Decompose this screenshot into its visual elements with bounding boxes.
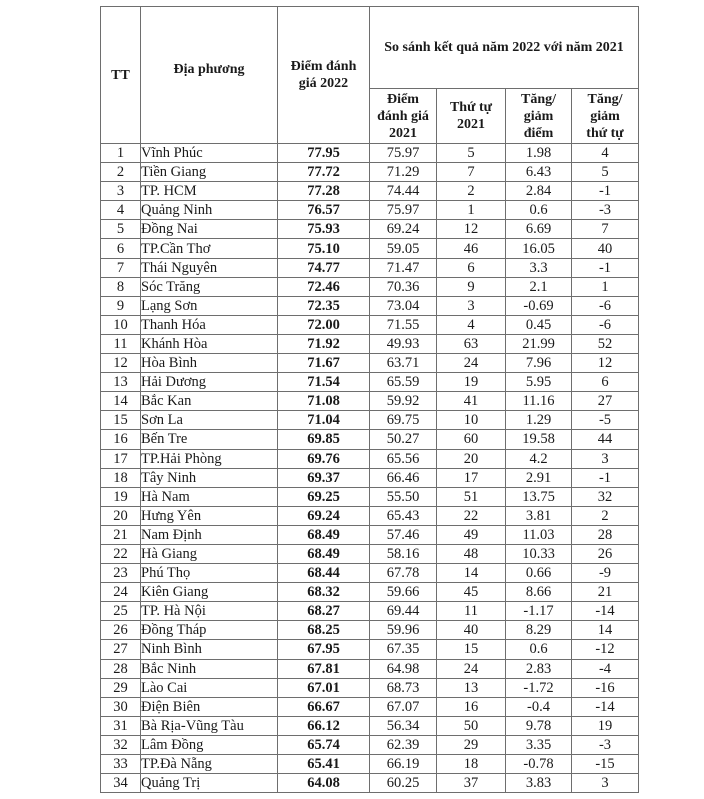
cell-score-2021: 67.07: [370, 697, 437, 716]
cell-locality: Vĩnh Phúc: [141, 144, 278, 163]
cell-score-change: 19.58: [506, 430, 572, 449]
cell-rank-change: 28: [572, 525, 639, 544]
cell-locality: Sóc Trăng: [141, 277, 278, 296]
cell-rank-2021: 11: [437, 602, 506, 621]
cell-score-2022: 68.49: [278, 544, 370, 563]
table-row: [101, 506, 639, 525]
cell-score-change: 2.83: [506, 659, 572, 678]
table-row: [101, 468, 639, 487]
header-score-change-line-2: giảm: [523, 108, 554, 124]
cell-rank-2021: 9: [437, 277, 506, 296]
table-row: [101, 525, 639, 544]
cell-rank-change: -9: [572, 564, 639, 583]
table-row: [101, 621, 639, 640]
cell-tt: 14: [101, 392, 141, 411]
cell-locality: Tây Ninh: [141, 468, 278, 487]
header-rank-2021-line-2: 2021: [457, 117, 485, 132]
cell-tt: 20: [101, 506, 141, 525]
cell-score-2022: 71.67: [278, 354, 370, 373]
cell-rank-change: -6: [572, 296, 639, 315]
cell-locality: Bà Rịa-Vũng Tàu: [141, 716, 278, 735]
cell-rank-2021: 15: [437, 640, 506, 659]
header-score-2021-line-2: đánh giá: [377, 108, 429, 124]
cell-score-2021: 49.93: [370, 334, 437, 353]
cell-rank-change: 14: [572, 621, 639, 640]
cell-tt: 1: [101, 144, 141, 163]
cell-score-2021: 57.46: [370, 525, 437, 544]
table-row: [101, 277, 639, 296]
cell-tt: 7: [101, 258, 141, 277]
header-score-2022-line-2: giá 2022: [298, 76, 349, 91]
cell-score-2022: 68.32: [278, 583, 370, 602]
table-row: [101, 564, 639, 583]
cell-rank-change: 3: [572, 774, 639, 793]
cell-score-change: 3.83: [506, 774, 572, 793]
header-rank-2021: [437, 89, 506, 144]
cell-locality: Sơn La: [141, 411, 278, 430]
cell-rank-change: -5: [572, 411, 639, 430]
cell-tt: 18: [101, 468, 141, 487]
cell-score-2022: 68.49: [278, 525, 370, 544]
cell-score-2022: 69.76: [278, 449, 370, 468]
cell-rank-2021: 20: [437, 449, 506, 468]
cell-score-change: 6.43: [506, 163, 572, 182]
cell-score-2021: 69.44: [370, 602, 437, 621]
cell-rank-change: -3: [572, 735, 639, 754]
cell-rank-change: -16: [572, 678, 639, 697]
cell-rank-change: 27: [572, 392, 639, 411]
cell-rank-change: -14: [572, 697, 639, 716]
cell-score-change: 3.35: [506, 735, 572, 754]
table-row: [101, 602, 639, 621]
cell-score-2021: 65.43: [370, 506, 437, 525]
cell-locality: Thanh Hóa: [141, 315, 278, 334]
cell-score-2022: 68.44: [278, 564, 370, 583]
cell-rank-2021: 50: [437, 716, 506, 735]
cell-score-2021: 58.16: [370, 544, 437, 563]
table-row: [101, 640, 639, 659]
cell-score-change: -0.4: [506, 697, 572, 716]
cell-rank-change: -15: [572, 755, 639, 774]
cell-rank-change: 19: [572, 716, 639, 735]
cell-locality: Nam Định: [141, 525, 278, 544]
table-row: [101, 755, 639, 774]
cell-rank-2021: 45: [437, 583, 506, 602]
cell-score-change: 11.16: [506, 392, 572, 411]
cell-rank-2021: 60: [437, 430, 506, 449]
cell-score-2021: 63.71: [370, 354, 437, 373]
table-body: [101, 144, 639, 793]
cell-score-change: 2.1: [506, 277, 572, 296]
header-score-change-line-3: điểm: [523, 125, 554, 141]
cell-score-change: 3.81: [506, 506, 572, 525]
cell-locality: Ninh Bình: [141, 640, 278, 659]
cell-score-2022: 67.01: [278, 678, 370, 697]
cell-score-2022: 76.57: [278, 201, 370, 220]
header-locality: Địa phương: [141, 7, 278, 144]
cell-score-2022: 72.00: [278, 315, 370, 334]
cell-locality: Bến Tre: [141, 430, 278, 449]
cell-score-2022: 65.41: [278, 755, 370, 774]
cell-score-2021: 66.46: [370, 468, 437, 487]
cell-rank-change: -1: [572, 468, 639, 487]
cell-rank-change: 5: [572, 163, 639, 182]
cell-locality: Thái Nguyên: [141, 258, 278, 277]
cell-tt: 32: [101, 735, 141, 754]
cell-score-2022: 66.12: [278, 716, 370, 735]
cell-locality: Hải Dương: [141, 373, 278, 392]
cell-rank-2021: 40: [437, 621, 506, 640]
cell-score-2022: 64.08: [278, 774, 370, 793]
cell-score-change: 0.66: [506, 564, 572, 583]
cell-rank-2021: 41: [437, 392, 506, 411]
cell-score-change: 10.33: [506, 544, 572, 563]
header-rank-change: [572, 89, 639, 144]
table-row: [101, 220, 639, 239]
cell-score-change: -0.69: [506, 296, 572, 315]
cell-locality: TP.Hải Phòng: [141, 449, 278, 468]
cell-locality: Hòa Bình: [141, 354, 278, 373]
cell-score-change: 3.3: [506, 258, 572, 277]
cell-rank-change: 3: [572, 449, 639, 468]
cell-score-2021: 59.66: [370, 583, 437, 602]
cell-score-2022: 68.27: [278, 602, 370, 621]
cell-rank-change: 12: [572, 354, 639, 373]
cell-score-2021: 68.73: [370, 678, 437, 697]
cell-score-change: 0.6: [506, 640, 572, 659]
cell-tt: 16: [101, 430, 141, 449]
cell-locality: Phú Thọ: [141, 564, 278, 583]
cell-rank-2021: 5: [437, 144, 506, 163]
cell-rank-2021: 29: [437, 735, 506, 754]
cell-score-change: -1.17: [506, 602, 572, 621]
cell-score-2021: 71.29: [370, 163, 437, 182]
cell-rank-change: -12: [572, 640, 639, 659]
cell-score-2021: 75.97: [370, 144, 437, 163]
header-score-change-line-1: Tăng/: [520, 91, 556, 107]
cell-score-change: 1.98: [506, 144, 572, 163]
cell-tt: 19: [101, 487, 141, 506]
cell-rank-change: 32: [572, 487, 639, 506]
cell-locality: Bắc Ninh: [141, 659, 278, 678]
cell-locality: Hưng Yên: [141, 506, 278, 525]
cell-rank-2021: 24: [437, 354, 506, 373]
cell-tt: 8: [101, 277, 141, 296]
cell-locality: Lạng Sơn: [141, 296, 278, 315]
cell-score-2022: 67.95: [278, 640, 370, 659]
table-row: [101, 296, 639, 315]
table-row: [101, 315, 639, 334]
cell-rank-2021: 4: [437, 315, 506, 334]
cell-score-2022: 75.93: [278, 220, 370, 239]
cell-tt: 27: [101, 640, 141, 659]
cell-score-2022: 77.72: [278, 163, 370, 182]
cell-rank-2021: 24: [437, 659, 506, 678]
cell-score-2022: 67.81: [278, 659, 370, 678]
cell-rank-2021: 63: [437, 334, 506, 353]
cell-score-change: 8.29: [506, 621, 572, 640]
cell-locality: TP. Hà Nội: [141, 602, 278, 621]
cell-rank-2021: 51: [437, 487, 506, 506]
cell-tt: 5: [101, 220, 141, 239]
table-header: [101, 7, 639, 144]
cell-locality: Kiên Giang: [141, 583, 278, 602]
table-row: [101, 774, 639, 793]
header-score-2021: [370, 89, 437, 144]
cell-rank-2021: 10: [437, 411, 506, 430]
table-row: [101, 354, 639, 373]
table-row: [101, 239, 639, 258]
cell-rank-2021: 19: [437, 373, 506, 392]
ranking-table: [100, 6, 639, 793]
cell-locality: TP. HCM: [141, 182, 278, 201]
cell-score-2021: 71.55: [370, 315, 437, 334]
cell-tt: 25: [101, 602, 141, 621]
cell-score-2021: 67.78: [370, 564, 437, 583]
table-row: [101, 735, 639, 754]
cell-score-change: 1.29: [506, 411, 572, 430]
cell-tt: 23: [101, 564, 141, 583]
cell-tt: 34: [101, 774, 141, 793]
table-row: [101, 392, 639, 411]
table-row: [101, 201, 639, 220]
table-row: [101, 487, 639, 506]
cell-score-2021: 59.92: [370, 392, 437, 411]
cell-score-change: -1.72: [506, 678, 572, 697]
cell-rank-change: -1: [572, 258, 639, 277]
cell-score-2022: 72.46: [278, 277, 370, 296]
table-row: [101, 583, 639, 602]
cell-locality: Lâm Đồng: [141, 735, 278, 754]
cell-tt: 26: [101, 621, 141, 640]
cell-score-change: 0.45: [506, 315, 572, 334]
cell-score-2022: 66.67: [278, 697, 370, 716]
cell-score-change: 0.6: [506, 201, 572, 220]
cell-score-2021: 65.59: [370, 373, 437, 392]
cell-score-change: 6.69: [506, 220, 572, 239]
cell-locality: Quảng Trị: [141, 774, 278, 793]
cell-tt: 31: [101, 716, 141, 735]
cell-rank-2021: 3: [437, 296, 506, 315]
header-score-2021-line-3: 2021: [389, 125, 417, 141]
header-rank-change-line-2: giảm: [590, 108, 620, 124]
cell-score-change: 9.78: [506, 716, 572, 735]
cell-tt: 22: [101, 544, 141, 563]
cell-locality: Lào Cai: [141, 678, 278, 697]
cell-rank-change: 6: [572, 373, 639, 392]
cell-locality: Đồng Tháp: [141, 621, 278, 640]
cell-score-change: 21.99: [506, 334, 572, 353]
cell-rank-2021: 18: [437, 755, 506, 774]
header-score-2022: [278, 7, 370, 144]
cell-tt: 11: [101, 334, 141, 353]
cell-rank-2021: 37: [437, 774, 506, 793]
cell-rank-2021: 49: [437, 525, 506, 544]
cell-score-2022: 77.95: [278, 144, 370, 163]
cell-score-2022: 71.92: [278, 334, 370, 353]
cell-tt: 29: [101, 678, 141, 697]
cell-score-2022: 68.25: [278, 621, 370, 640]
cell-rank-change: 52: [572, 334, 639, 353]
cell-score-2021: 64.98: [370, 659, 437, 678]
cell-rank-change: 40: [572, 239, 639, 258]
cell-score-2022: 69.85: [278, 430, 370, 449]
cell-tt: 30: [101, 697, 141, 716]
cell-score-2022: 69.37: [278, 468, 370, 487]
cell-score-2021: 55.50: [370, 487, 437, 506]
cell-score-2022: 65.74: [278, 735, 370, 754]
cell-score-change: 2.91: [506, 468, 572, 487]
cell-score-change: 7.96: [506, 354, 572, 373]
cell-score-2022: 75.10: [278, 239, 370, 258]
cell-score-2022: 71.54: [278, 373, 370, 392]
cell-rank-change: 44: [572, 430, 639, 449]
header-score-change: [506, 89, 572, 144]
cell-rank-2021: 1: [437, 201, 506, 220]
cell-score-change: -0.78: [506, 755, 572, 774]
table-row: [101, 697, 639, 716]
cell-score-2021: 70.36: [370, 277, 437, 296]
cell-tt: 3: [101, 182, 141, 201]
cell-locality: Hà Nam: [141, 487, 278, 506]
cell-score-change: 13.75: [506, 487, 572, 506]
cell-locality: Điện Biên: [141, 697, 278, 716]
cell-score-2022: 74.77: [278, 258, 370, 277]
cell-tt: 2: [101, 163, 141, 182]
cell-score-2021: 62.39: [370, 735, 437, 754]
cell-rank-2021: 14: [437, 564, 506, 583]
cell-score-2021: 69.75: [370, 411, 437, 430]
cell-tt: 33: [101, 755, 141, 774]
header-rank-2021-line-1: Thứ tự: [449, 100, 493, 115]
table-row: [101, 163, 639, 182]
cell-rank-change: -4: [572, 659, 639, 678]
cell-rank-2021: 13: [437, 678, 506, 697]
cell-tt: 24: [101, 583, 141, 602]
cell-rank-change: -6: [572, 315, 639, 334]
cell-tt: 13: [101, 373, 141, 392]
cell-locality: Tiền Giang: [141, 163, 278, 182]
cell-rank-2021: 2: [437, 182, 506, 201]
cell-rank-change: -3: [572, 201, 639, 220]
table-row: [101, 411, 639, 430]
cell-score-change: 2.84: [506, 182, 572, 201]
cell-locality: Hà Giang: [141, 544, 278, 563]
cell-score-change: 16.05: [506, 239, 572, 258]
cell-rank-2021: 16: [437, 697, 506, 716]
cell-tt: 12: [101, 354, 141, 373]
table-row: [101, 430, 639, 449]
cell-rank-change: -1: [572, 182, 639, 201]
cell-locality: TP.Cần Thơ: [141, 239, 278, 258]
header-score-2021-line-1: Điểm: [387, 91, 419, 107]
cell-score-2021: 75.97: [370, 201, 437, 220]
header-tt: TT: [101, 7, 141, 144]
cell-tt: 9: [101, 296, 141, 315]
cell-score-2021: 66.19: [370, 755, 437, 774]
header-score-2022-line-1: Điểm đánh: [290, 59, 357, 74]
cell-score-2021: 60.25: [370, 774, 437, 793]
cell-score-2021: 56.34: [370, 716, 437, 735]
cell-score-2021: 74.44: [370, 182, 437, 201]
table-row: [101, 373, 639, 392]
table-row: [101, 144, 639, 163]
header-comparison-group: So sánh kết quả năm 2022 với năm 2021: [370, 7, 639, 89]
table-row: [101, 544, 639, 563]
header-rank-change-line-3: thứ tự: [586, 125, 624, 141]
cell-rank-2021: 22: [437, 506, 506, 525]
cell-score-2021: 73.04: [370, 296, 437, 315]
table-row: [101, 182, 639, 201]
cell-score-2021: 50.27: [370, 430, 437, 449]
cell-score-change: 5.95: [506, 373, 572, 392]
cell-rank-change: 4: [572, 144, 639, 163]
cell-score-2021: 69.24: [370, 220, 437, 239]
cell-score-change: 8.66: [506, 583, 572, 602]
cell-score-2022: 71.04: [278, 411, 370, 430]
cell-score-change: 4.2: [506, 449, 572, 468]
header-rank-change-line-1: Tăng/: [587, 91, 623, 107]
cell-rank-2021: 46: [437, 239, 506, 258]
cell-score-2022: 69.24: [278, 506, 370, 525]
cell-rank-2021: 12: [437, 220, 506, 239]
cell-locality: Bắc Kan: [141, 392, 278, 411]
cell-locality: TP.Đà Nẵng: [141, 755, 278, 774]
cell-rank-change: 1: [572, 277, 639, 296]
cell-score-change: 11.03: [506, 525, 572, 544]
table-row: [101, 716, 639, 735]
cell-rank-change: 7: [572, 220, 639, 239]
cell-score-2021: 59.05: [370, 239, 437, 258]
cell-score-2021: 71.47: [370, 258, 437, 277]
cell-tt: 10: [101, 315, 141, 334]
cell-score-2022: 71.08: [278, 392, 370, 411]
table-row: [101, 678, 639, 697]
cell-tt: 17: [101, 449, 141, 468]
cell-tt: 15: [101, 411, 141, 430]
cell-score-2022: 77.28: [278, 182, 370, 201]
table-row: [101, 659, 639, 678]
cell-score-2022: 72.35: [278, 296, 370, 315]
table-row: [101, 334, 639, 353]
cell-rank-change: 2: [572, 506, 639, 525]
cell-tt: 28: [101, 659, 141, 678]
cell-locality: Khánh Hòa: [141, 334, 278, 353]
header-row-1: [101, 7, 639, 89]
cell-rank-2021: 48: [437, 544, 506, 563]
table-row: [101, 449, 639, 468]
cell-rank-change: 26: [572, 544, 639, 563]
cell-locality: Đồng Nai: [141, 220, 278, 239]
cell-score-2021: 67.35: [370, 640, 437, 659]
cell-score-2022: 69.25: [278, 487, 370, 506]
table-row: [101, 258, 639, 277]
cell-locality: Quảng Ninh: [141, 201, 278, 220]
cell-rank-2021: 7: [437, 163, 506, 182]
cell-rank-2021: 6: [437, 258, 506, 277]
cell-tt: 6: [101, 239, 141, 258]
cell-rank-change: -14: [572, 602, 639, 621]
cell-score-2021: 59.96: [370, 621, 437, 640]
cell-tt: 21: [101, 525, 141, 544]
cell-rank-2021: 17: [437, 468, 506, 487]
cell-tt: 4: [101, 201, 141, 220]
cell-rank-change: 21: [572, 583, 639, 602]
cell-score-2021: 65.56: [370, 449, 437, 468]
